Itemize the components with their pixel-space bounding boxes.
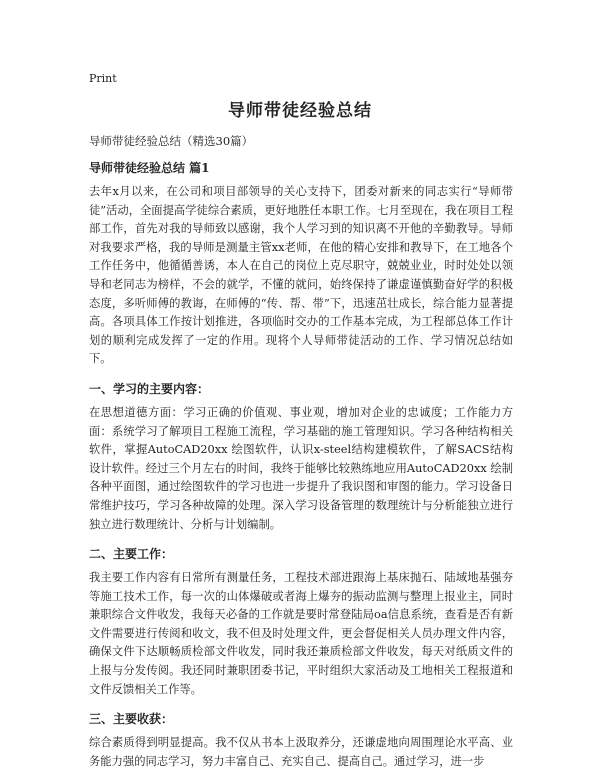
section-text-learning: 在思想道德方面：学习正确的价值观、事业观，增加对企业的忠诚度；工作能力方面：系统学习了解项目工程施工流程，学习基础的施工管理知识。学习各种结构相关软件，掌握AutoCAD20xx 绘图软件，认识x-steel结构建模软件，了解SACS结构设计软件。经过三个月左右的时间，我终于能够比较熟练地应用AutoCAD20xx 绘制各种平面图，通过绘图软件的学习也进一步提升了我识图和审图的能力。学习设备日常维护技巧，学习各种故障的处理。深入学习设备管理的数理统计与分析能独立进行独立进行数理统计、分析与计划编制。 (89, 405, 513, 531)
print-link[interactable]: Print (89, 72, 117, 85)
article-heading: 导师带徒经验总结 篇1 (89, 161, 210, 175)
article-body (89, 133, 513, 776)
section-text-gains: 综合素质得到明显提高。我不仅从书本上汲取养分，还谦虚地向周围理论水平高、业务能力强的同志学习，努力丰富自己、充实自己、提高自己。通过学习，进一步 (89, 736, 513, 768)
page-title: 导师带徒经验总结 (228, 101, 372, 121)
section-heading-gains: 三、主要收获： (89, 712, 174, 727)
section-heading-work: 二、主要工作： (89, 547, 174, 562)
section-text-work: 我主要工作内容有日常所有测量任务，工程技术部进跟海上基床抛石、陆域地基强夯等施工技术工作，每一次的山体爆破或者海上爆夯的振动监测与整理上报业主，同时兼职综合文件收发，我每天必备的工作就是要时常登陆局oa信息系统，查看是否有新文件需要进行传阅和收文，我不但及时处理文件，更会督促相关人员办理文件内容，确保文件下达顺畅质检部文件收发，同时我还兼质检部文件收发，每天对纸质文件的上报与分发传阅。我还同时兼职团委书记，平时组织大家活动及工地相关工程报道和文件反馈相关工作等。 (89, 571, 513, 696)
subtitle: 导师带徒经验总结（精选30篇） (89, 134, 254, 148)
intro-paragraph: 去年x月以来，在公司和项目部领导的关心支持下，团委对新来的同志实行“导师带徒”活动，全面提高学徒综合素质，更好地胜任本职工作。七月至现在，我在项目工程部工作，首先对我的导师致以感谢，我个人学习到的知识离不开他的辛勤教导。导师对我要求严格，我的导师是测量主管xx老师，在他的精心安排和教导下，在工地各个工作任务中，他循循善诱，本人在自己的岗位上克尽职守，兢兢业业，时时处处以领导和老同志为榜样，不会的就学，不懂的就问，始终保持了谦虚谨慎勤奋好学的积极态度，多听师傅的教诲，在师傅的“传、帮、带”下，迅速茁壮成长，综合能力显著提高。各项具体工作按计划推进，各项临时交办的工作基本完成，为工程部总体工作计划的顺利完成发挥了一定的作用。现将个人导师带徒活动的工作、学习情况总结如下。 (89, 185, 513, 366)
section-heading-learning: 一、学习的主要内容： (89, 381, 210, 396)
